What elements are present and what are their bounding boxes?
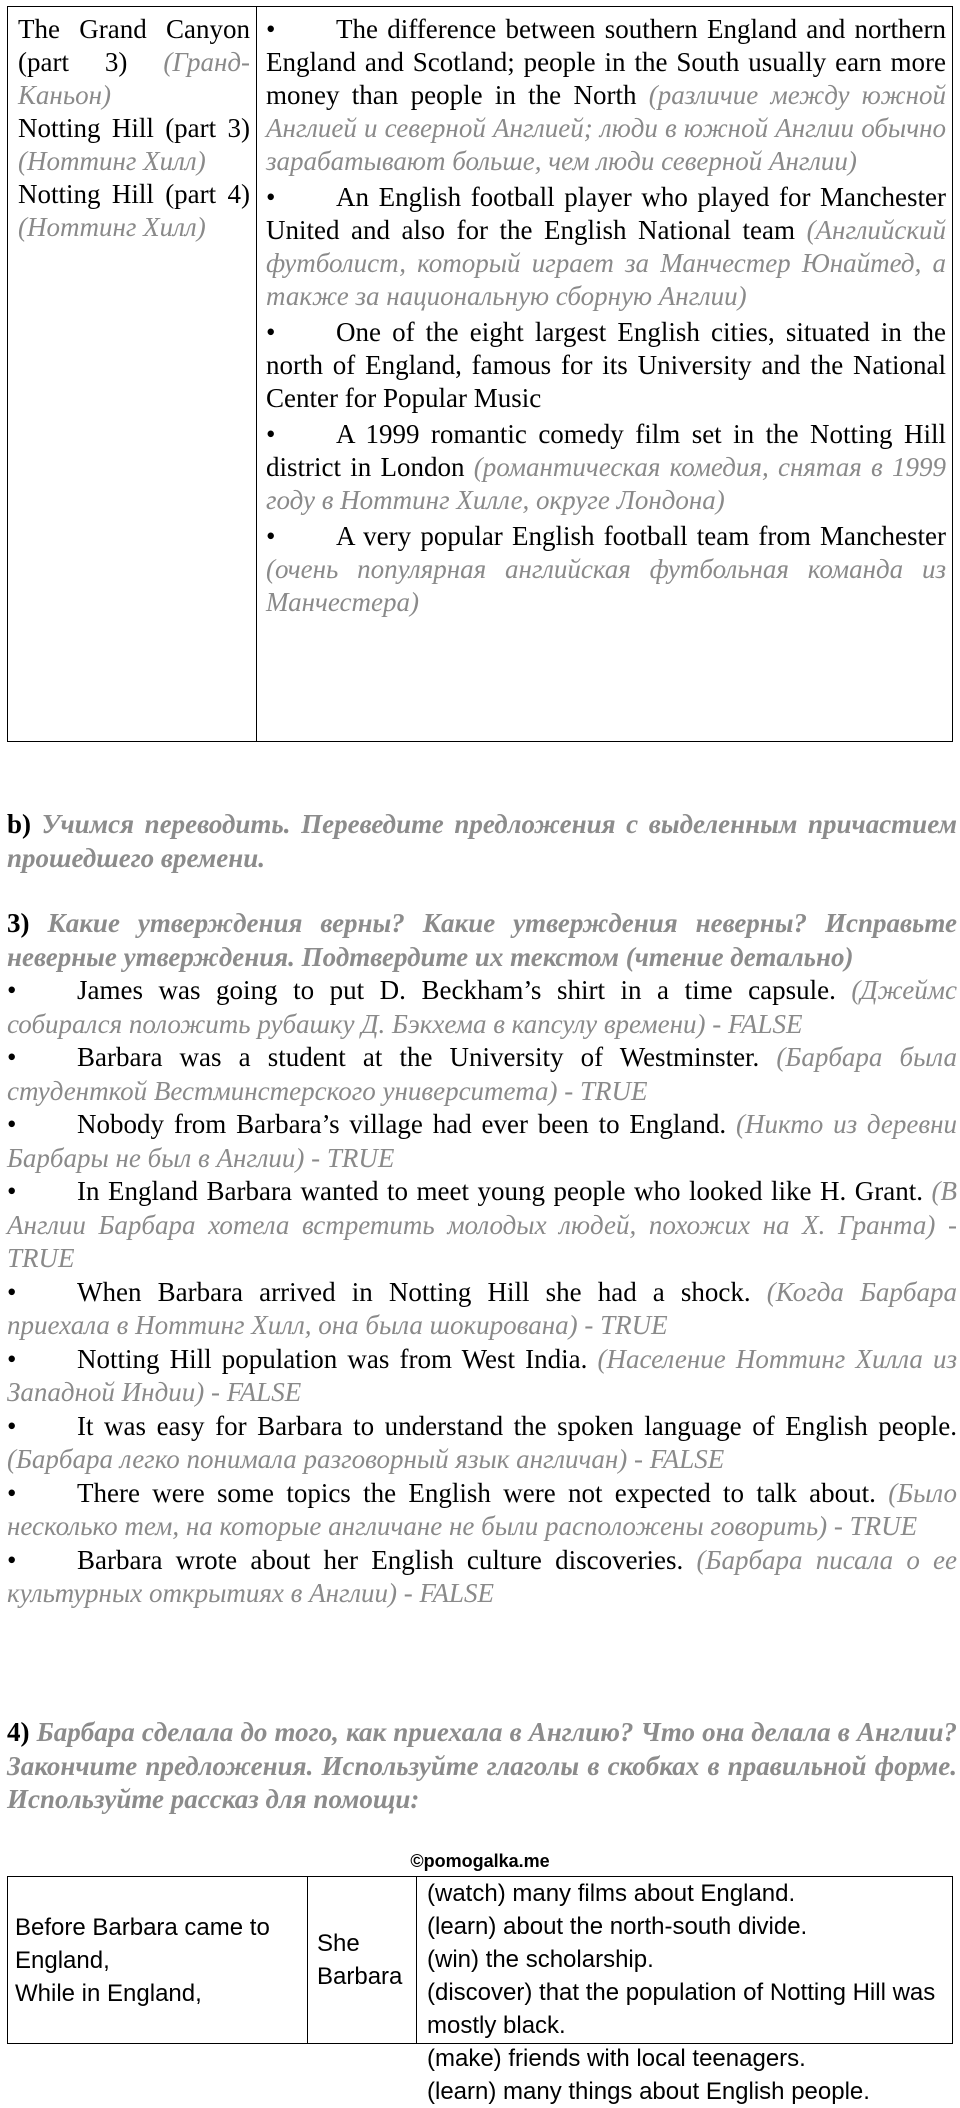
table-divider (416, 1877, 417, 2043)
bullet-icon: • (266, 14, 276, 44)
bullet-icon: • (266, 521, 276, 551)
bullet-icon: • (266, 317, 276, 347)
list-item: • A 1999 romantic comedy film set in the Notting Hill district in London (романтическая комедия, снятая в 1999 году в Ноттинг Хилле, округе Лондона) (266, 419, 947, 515)
section-heading: 4) Барбара сделала до того, как приехала в Англию? Что она делала в Англии? Закончите предложения. Используйте глаголы в скобках в правильной форме. Используйте рассказ для помощи: (7, 1717, 957, 1814)
statement-item: • When Barbara arrived in Notting Hill she had a shock. (Когда Барбара приехала в Ноттинг Хилл, она была шокирована) - TRUE (7, 1276, 958, 1340)
table-cell: While in England, (15, 1979, 202, 2007)
bullet-icon: • (7, 1477, 17, 1508)
list-item: • The difference between southern England and northern England and Scotland; people in the South usually earn more money than people in the North (различие между южной Англией и северной Англией; люди в южной Англии обычно зарабатывают больше, чем люди северной Англии) (266, 14, 947, 176)
verb-phrase-column (427, 1877, 947, 2108)
left-entry: The Grand Canyon (part 3) (Гранд-Каньон) (18, 14, 250, 110)
bullet-icon: • (7, 1343, 17, 1374)
bullet-icon: • (7, 1109, 17, 1139)
table-cell: (win) the scholarship. (427, 1946, 654, 1973)
subject-column (317, 1877, 415, 2043)
bullet-icon: • (7, 1042, 17, 1072)
statement-item: • Nobody from Barbara’s village had ever been to England. (Никто из деревни Барбары не был в Англии) - TRUE (7, 1109, 958, 1173)
table-cell: Barbara (317, 1963, 403, 1990)
sentence-table (7, 1876, 953, 2105)
section-b (7, 808, 957, 875)
statement-item: • James was going to put D. Beckham’s shirt in a time capsule. (Джеймс собирался положить рубашку Д. Бэкхема в капсулу времени) - FALSE (7, 975, 957, 1039)
table-divider (307, 1877, 308, 2043)
statement-item: • Notting Hill population was from West India. (Население Ноттинг Хилла из Западной Индии) - FALSE (7, 1343, 957, 1407)
table-cell: She (317, 1930, 360, 1957)
list-item: • One of the eight largest English cities, situated in the north of England, famous for its University and the National Center for Popular Music (266, 317, 946, 413)
left-entry: Notting Hill (part 4) (Ноттинг Хилл) (18, 179, 250, 242)
bullet-icon: • (7, 1544, 17, 1575)
table-cell: (watch) many films about England. (427, 1880, 796, 1907)
bullet-icon: • (266, 419, 276, 449)
section-4 (7, 1716, 957, 1817)
time-clause-column (15, 1877, 305, 2043)
section-3 (7, 907, 957, 1611)
statement-item: • Barbara wrote about her English culture discoveries. (Барбара писала о ее культурных открытиях в Англии) - FALSE (7, 1544, 958, 1608)
bullet-icon: • (7, 1276, 17, 1307)
statement-item: • Barbara was a student at the University of Westminster. (Барбара была студенткой Вестминстерского университета) - TRUE (7, 1042, 957, 1106)
list-item: • An English football player who played for Manchester United and also for the English National team (Английский футболист, который играет за Манчестер Юнайтед, а также за национальную сборную Англии) (266, 182, 947, 311)
bullet-icon: • (7, 1410, 17, 1441)
table-cell: (discover) that the population of Notting Hill was mostly black. (427, 1979, 936, 2039)
left-entry: Notting Hill (part 3) (Ноттинг Хилл) (18, 113, 250, 176)
table-cell: Before Barbara came to England, (15, 1913, 270, 1974)
statement-item: • In England Barbara wanted to meet young people who looked like H. Grant. (В Англии Барбара хотела встретить молодых людей, похожих на Х. Гранта) - TRUE (7, 1176, 958, 1273)
statement-item: • There were some topics the English were not expected to talk about. (Было несколько тем, на которые англичане не были расположены говорить) - TRUE (7, 1477, 957, 1541)
table-cell: (learn) about the north-south divide. (427, 1913, 808, 1940)
watermark: ©pomogalka.me (410, 1851, 550, 1871)
section-heading: b) Учимся переводить. Переведите предложения с выделенным причастием прошедшего времени. (7, 809, 958, 873)
bullet-icon: • (7, 1176, 17, 1206)
section-heading: 3) Какие утверждения верны? Какие утверждения неверны? Исправьте неверные утверждения. Подтвердите их текстом (чтение детально) (7, 908, 957, 972)
list-item: • A very popular English football team from Manchester (очень популярная английская футбольная команда из Манчестера) (266, 521, 946, 617)
statement-item: • It was easy for Barbara to understand the spoken language of English people. (Барбара легко понимала разговорный язык англичан) - FALSE (7, 1410, 957, 1474)
table-cell: (make) friends with local teenagers. (427, 2045, 806, 2072)
matching-table (7, 6, 953, 742)
table-right-column (266, 13, 946, 622)
bullet-icon: • (7, 975, 17, 1005)
bullet-icon: • (266, 182, 276, 212)
table-divider (256, 7, 257, 741)
table-left-column (18, 13, 250, 244)
table-cell: (learn) many things about English people. (427, 2078, 870, 2105)
